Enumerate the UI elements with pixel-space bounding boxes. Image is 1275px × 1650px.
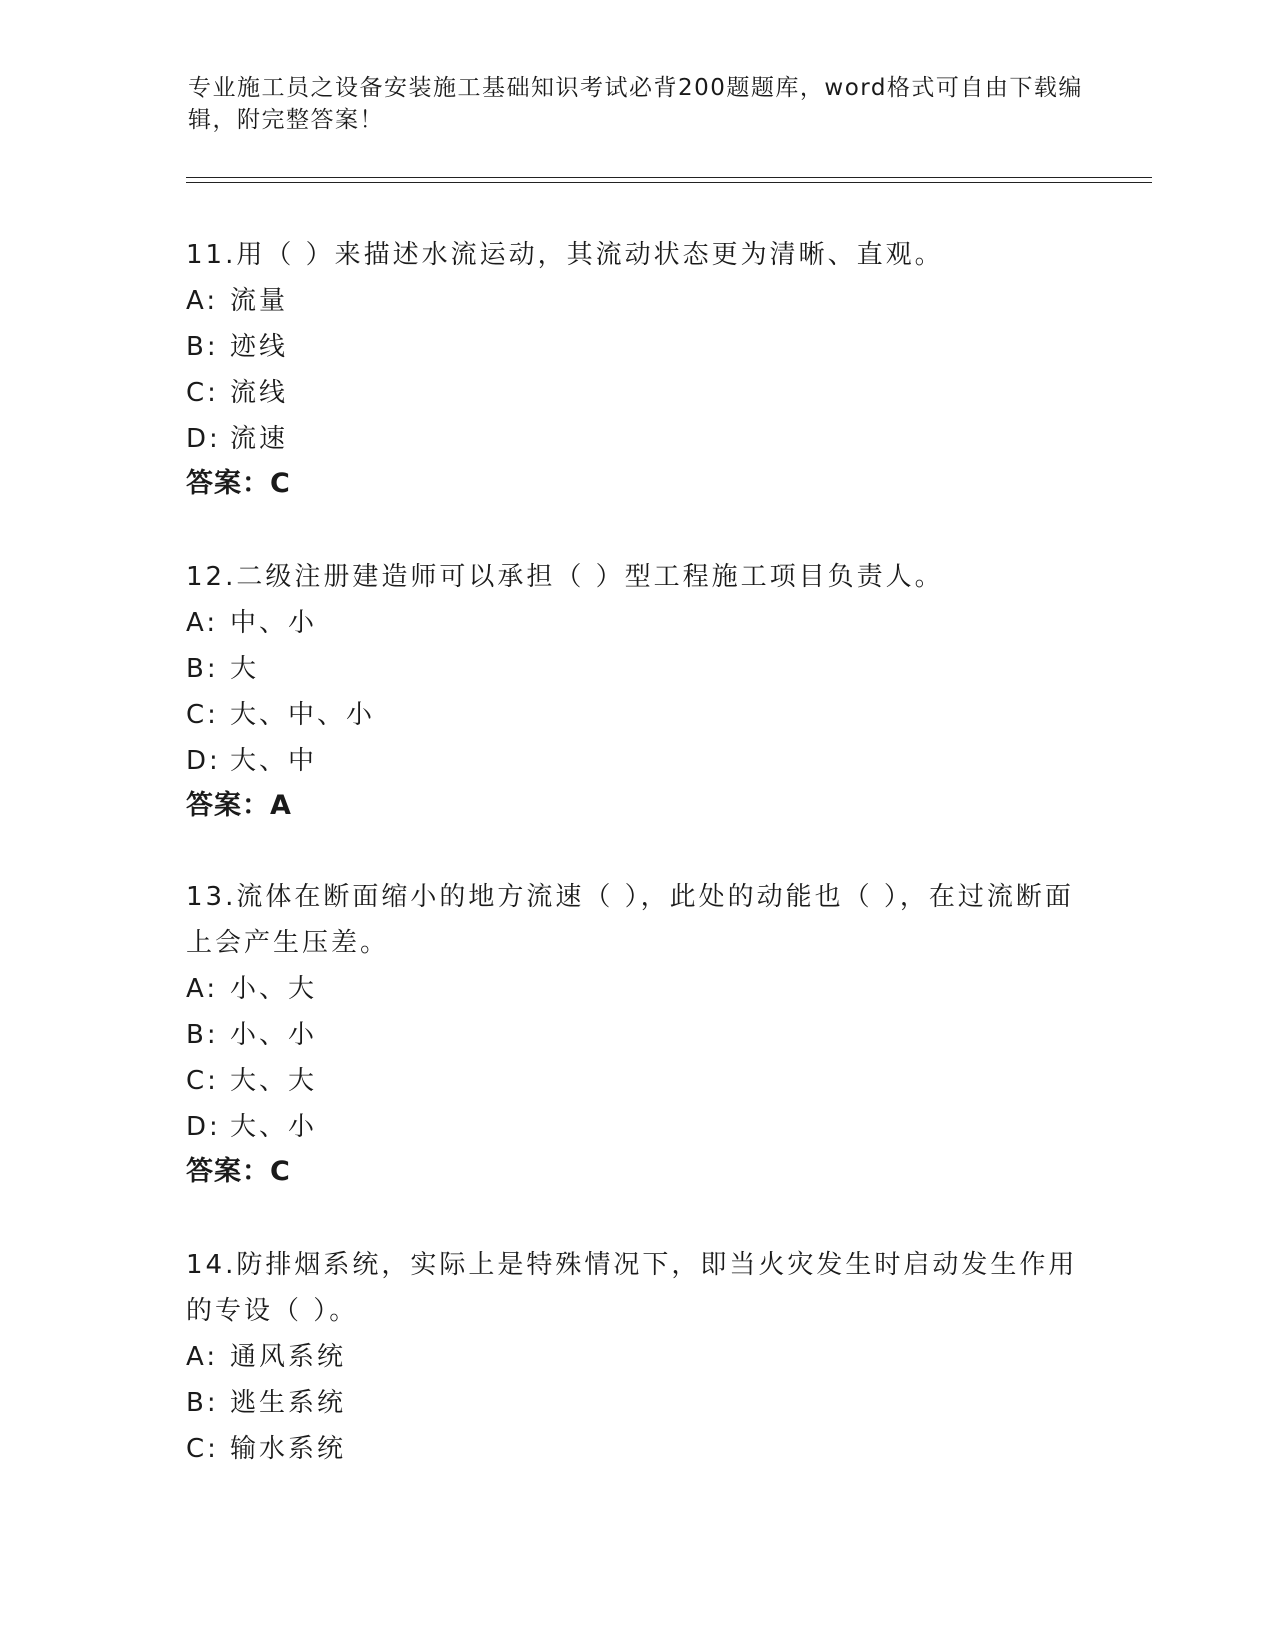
option-key: D: bbox=[186, 746, 221, 776]
option-text: 大、中 bbox=[230, 746, 318, 776]
option-text: 通风系统 bbox=[230, 1342, 347, 1372]
header-divider-bottom bbox=[186, 182, 1152, 183]
option-text: 大、中、小 bbox=[230, 700, 376, 730]
option-key: D: bbox=[186, 1112, 221, 1142]
option-c bbox=[186, 370, 1086, 416]
question-13 bbox=[186, 874, 1086, 1194]
option-text: 迹线 bbox=[230, 332, 289, 362]
question-11 bbox=[186, 232, 1086, 506]
question-stem: 11.用（ ）来描述水流运动，其流动状态更为清晰、直观。 bbox=[186, 240, 944, 270]
option-a bbox=[186, 278, 1086, 324]
option-a bbox=[186, 600, 1086, 646]
header-title: 专业施工员之设备安装施工基础知识考试必背200题题库，word格式可自由下载编辑，附完整答案！ bbox=[188, 75, 1083, 133]
option-text: 小、大 bbox=[230, 974, 318, 1004]
header-divider-top bbox=[186, 177, 1152, 178]
option-a bbox=[186, 966, 1086, 1012]
option-c bbox=[186, 1426, 1086, 1472]
option-b bbox=[186, 1012, 1086, 1058]
option-key: A: bbox=[186, 608, 219, 638]
option-d bbox=[186, 738, 1086, 784]
option-key: A: bbox=[186, 974, 219, 1004]
option-text: 逃生系统 bbox=[230, 1388, 347, 1418]
option-text: 大、大 bbox=[230, 1066, 318, 1096]
option-key: B: bbox=[186, 654, 219, 684]
option-text: 输水系统 bbox=[230, 1434, 347, 1464]
option-key: B: bbox=[186, 1020, 219, 1050]
option-key: A: bbox=[186, 1342, 219, 1372]
question-14 bbox=[186, 1242, 1086, 1472]
option-text: 流速 bbox=[230, 424, 289, 454]
option-d bbox=[186, 416, 1086, 462]
option-text: 中、小 bbox=[230, 608, 318, 638]
option-c bbox=[186, 692, 1086, 738]
answer: 答案：C bbox=[186, 1156, 291, 1187]
question-stem: 13.流体在断面缩小的地方流速（ ），此处的动能也（ ），在过流断面上会产生压差。 bbox=[186, 882, 1074, 958]
option-text: 流量 bbox=[230, 286, 289, 316]
option-text: 小、小 bbox=[230, 1020, 318, 1050]
option-b bbox=[186, 1380, 1086, 1426]
option-key: C: bbox=[186, 378, 219, 408]
option-text: 大 bbox=[230, 654, 260, 684]
document-header bbox=[188, 72, 1088, 136]
option-b bbox=[186, 324, 1086, 370]
option-a bbox=[186, 1334, 1086, 1380]
option-text: 大、小 bbox=[230, 1112, 318, 1142]
answer: 答案：C bbox=[186, 468, 291, 499]
option-key: C: bbox=[186, 700, 219, 730]
option-text: 流线 bbox=[230, 378, 289, 408]
option-b bbox=[186, 646, 1086, 692]
option-key: D: bbox=[186, 424, 221, 454]
option-c bbox=[186, 1058, 1086, 1104]
option-key: B: bbox=[186, 332, 219, 362]
option-key: C: bbox=[186, 1066, 219, 1096]
question-stem: 12.二级注册建造师可以承担（ ）型工程施工项目负责人。 bbox=[186, 562, 944, 592]
option-key: B: bbox=[186, 1388, 219, 1418]
option-key: A: bbox=[186, 286, 219, 316]
question-stem: 14.防排烟系统，实际上是特殊情况下，即当火灾发生时启动发生作用的专设（ ）。 bbox=[186, 1250, 1078, 1326]
option-key: C: bbox=[186, 1434, 219, 1464]
answer: 答案：A bbox=[186, 790, 292, 821]
option-d bbox=[186, 1104, 1086, 1150]
question-12 bbox=[186, 554, 1086, 828]
